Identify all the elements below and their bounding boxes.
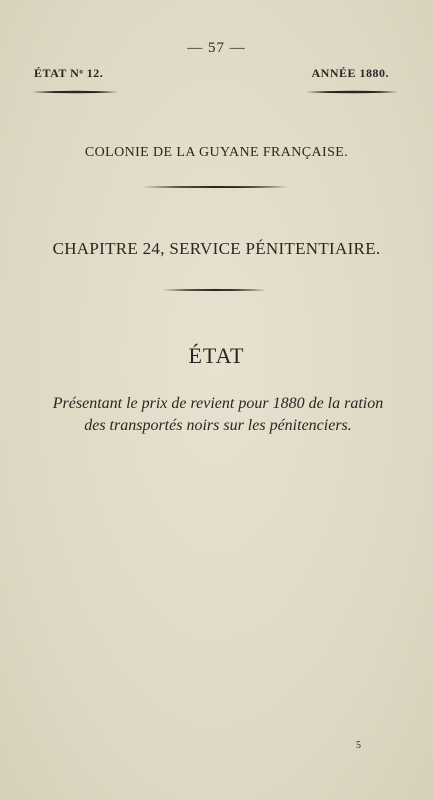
chapitre-heading: CHAPITRE 24, SERVICE PÉNITENTIAIRE.: [52, 239, 381, 258]
etat-number: ÉTAT Nᵒ 12.: [34, 66, 104, 80]
subtitle-line-1: Présentant le prix de revient pour 1880 de la ration: [52, 395, 384, 412]
subtitle-line-2: des transportés noirs sur les pénitenciers.: [84, 417, 352, 434]
colonie-rule: [140, 183, 290, 191]
annee-rule: [304, 88, 400, 96]
chapitre-rule: [160, 286, 268, 294]
document-subtitle: [28, 393, 408, 437]
colonie-heading: COLONIE DE LA GUYANE FRANÇAISE.: [84, 145, 349, 160]
etat-number-rule: [30, 88, 120, 96]
annee-label: ANNÉE 1880.: [311, 66, 389, 80]
page-number: — 57 —: [187, 40, 246, 56]
footer-mark: 5: [356, 740, 361, 751]
document-title: ÉTAT: [188, 343, 245, 368]
